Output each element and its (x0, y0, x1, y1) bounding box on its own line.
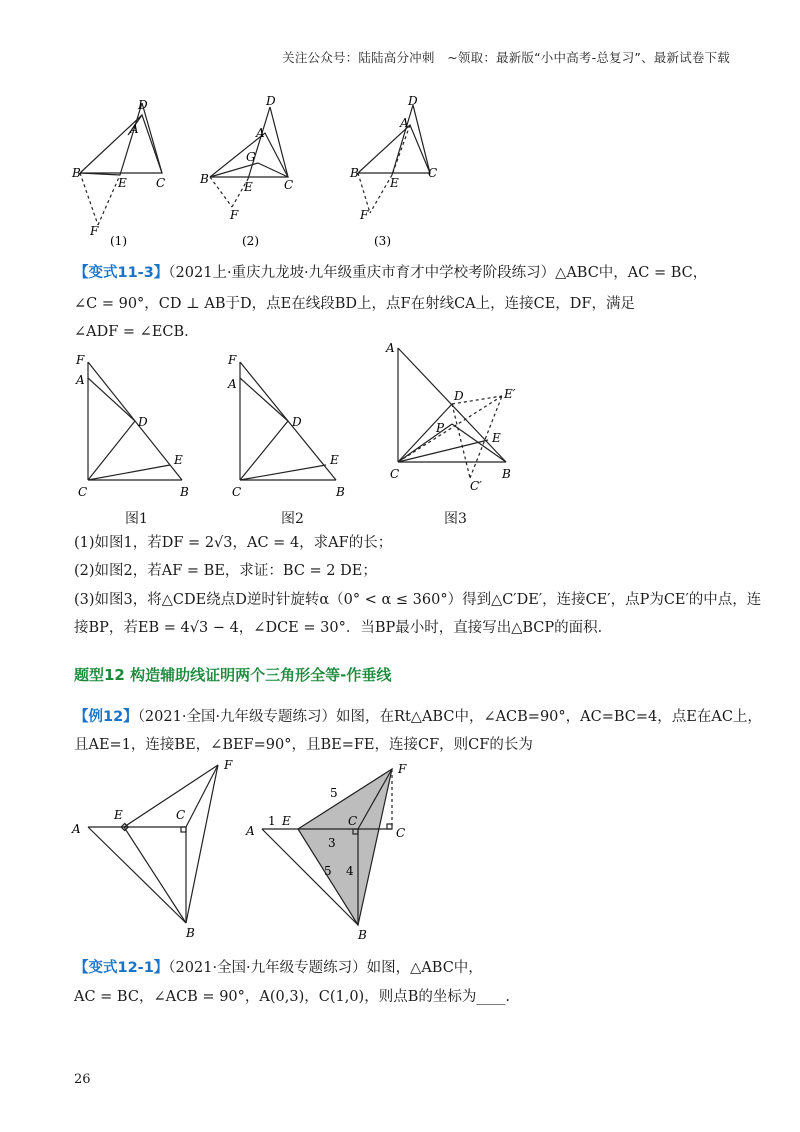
svg-text:C′: C′ (470, 479, 482, 493)
svg-text:F: F (90, 224, 99, 238)
svg-text:F: F (224, 758, 233, 772)
svg-text:E: E (390, 176, 399, 190)
svg-text:B: B (350, 166, 359, 180)
page-number: 26 (74, 1072, 91, 1087)
svg-text:B: B (180, 485, 189, 499)
svg-text:E: E (282, 814, 291, 828)
variant-tag: 【变式12-1】 (74, 960, 169, 976)
svg-text:E: E (118, 176, 127, 190)
svg-text:B: B (358, 928, 367, 942)
svg-text:5: 5 (330, 786, 338, 800)
variant-12-1-line1 (74, 958, 483, 978)
svg-text:P: P (436, 421, 445, 435)
svg-text:(1): (1) (110, 234, 127, 248)
example-12-line1 (74, 707, 762, 727)
variant-11-3-line1 (74, 263, 707, 283)
svg-text:C: C (156, 176, 166, 190)
svg-text:E′: E′ (504, 387, 516, 401)
svg-text:C: C (78, 485, 88, 499)
svg-text:C: C (396, 826, 406, 840)
variant-text: （2021上·重庆九龙坡·九年级重庆市育才中学校考阶段练习）△ABC中，AC = BC， (168, 265, 708, 281)
figure-2 (240, 362, 336, 480)
question-3-line1: (3)如图3，将△CDE绕点D逆时针旋转α（0° < α ≤ 360°）得到△C′DE′，连接CE′，点P为CE′的中点，连 (74, 592, 762, 608)
svg-text:4: 4 (346, 864, 354, 878)
svg-text:E: E (244, 180, 253, 194)
svg-text:D: D (292, 415, 302, 429)
svg-text:B: B (72, 166, 81, 180)
svg-text:3: 3 (328, 836, 336, 850)
svg-text:C: C (428, 166, 438, 180)
svg-text:E: E (330, 453, 339, 467)
svg-text:D: D (138, 415, 148, 429)
svg-text:A: A (256, 126, 265, 140)
top-figures (70, 95, 450, 250)
svg-text:G: G (246, 150, 256, 164)
example-text: （2021·全国·九年级专题练习）如图，在Rt△ABC中，∠ACB=90°，AC=BC=4，点E在AC上， (137, 709, 762, 725)
section-title: 题型12 构造辅助线证明两个三角形全等-作垂线 (74, 666, 392, 684)
svg-text:A: A (76, 373, 85, 387)
svg-text:5: 5 (324, 864, 332, 878)
svg-text:E: E (492, 431, 501, 445)
svg-text:B: B (186, 926, 195, 940)
svg-text:A: A (72, 822, 81, 836)
svg-text:D: D (138, 98, 148, 112)
svg-text:A: A (400, 116, 409, 130)
svg-text:C: C (232, 485, 242, 499)
svg-text:B: B (502, 467, 511, 481)
question-1: (1)如图1，若DF = 2√3，AC = 4，求AF的长； (74, 535, 393, 551)
svg-text:B: B (200, 172, 209, 186)
svg-text:D: D (454, 389, 464, 403)
question-3-line2: 接BP，若EB = 4√3 − 4，∠DCE = 30°．当BP最小时，直接写出△BCP的面积． (74, 620, 613, 636)
svg-text:F: F (398, 762, 407, 776)
svg-text:F: F (360, 208, 369, 222)
svg-text:E: E (174, 453, 183, 467)
svg-text:D: D (266, 95, 276, 108)
variant-text: （2021·全国·九年级专题练习）如图，△ABC中， (168, 960, 483, 976)
example-12-figures (68, 755, 448, 945)
figure-3 (398, 348, 506, 478)
example-figure-left (88, 765, 218, 923)
svg-text:A: A (386, 341, 395, 355)
svg-text:A: A (130, 122, 139, 136)
svg-text:F: F (230, 208, 239, 222)
svg-text:A: A (246, 824, 255, 838)
svg-text:C: C (348, 814, 358, 828)
variant-tag: 【变式11-3】 (74, 265, 169, 281)
svg-text:E: E (114, 808, 123, 822)
top-figure-3 (358, 105, 430, 213)
variant-12-1-line2: AC = BC，∠ACB = 90°，A(0,3)，C(1,0)，则点B的坐标为____. (74, 989, 510, 1005)
variant-11-3-line2: ∠C = 90°，CD ⊥ AB于D，点E在线段BD上，点F在射线CA上，连接CE，DF，满足 (74, 296, 635, 312)
svg-text:C: C (390, 467, 400, 481)
svg-text:F: F (228, 353, 237, 367)
svg-text:C: C (284, 178, 294, 192)
page-header: 关注公众号：陆陆高分冲刺 ~领取：最新版“小中高考-总复习”、最新试卷下载 (282, 50, 730, 65)
svg-text:D: D (408, 95, 418, 108)
question-2: (2)如图2，若AF = BE，求证：BC = 2 DE； (74, 563, 377, 579)
svg-text:B: B (336, 485, 345, 499)
svg-text:(3): (3) (374, 234, 391, 248)
fig-caption-1: 图1 (125, 511, 148, 527)
example-tag: 【例12】 (74, 709, 138, 725)
figure-1 (88, 362, 182, 480)
figures-11-3 (70, 340, 530, 510)
example-12-line2: 且AE=1，连接BE，∠BEF=90°，且BE=FE，连接CF，则CF的长为 (74, 737, 533, 753)
example-figure-right (262, 769, 392, 925)
svg-text:1: 1 (268, 814, 276, 828)
svg-text:A: A (228, 377, 237, 391)
fig-caption-2: 图2 (281, 511, 304, 527)
svg-text:(2): (2) (242, 234, 259, 248)
svg-text:F: F (76, 353, 85, 367)
top-figure-1 (80, 103, 162, 225)
svg-text:C: C (176, 808, 186, 822)
variant-11-3-line3: ∠ADF = ∠ECB． (74, 324, 199, 340)
fig-caption-3: 图3 (444, 511, 467, 527)
